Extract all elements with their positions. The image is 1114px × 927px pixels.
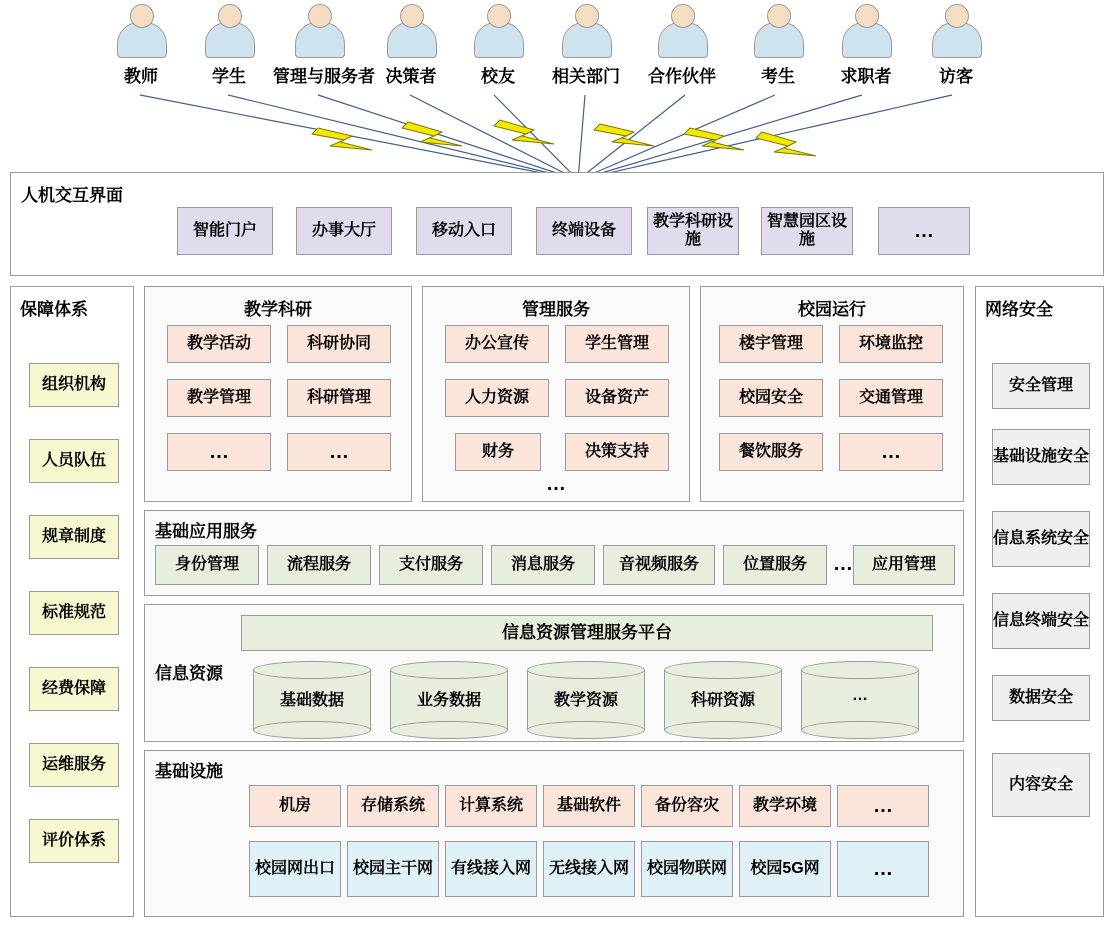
- domain-teaching-research: [144, 286, 412, 502]
- data-store[interactable]: [253, 661, 371, 739]
- domain-campus-operation: [700, 286, 964, 502]
- user-label: 访客: [939, 67, 973, 86]
- domain-item[interactable]: 楼宇管理: [719, 325, 823, 363]
- network-item[interactable]: 无线接入网: [543, 841, 635, 897]
- infrastructure-item[interactable]: 备份容灾: [641, 785, 733, 827]
- domain-item[interactable]: 教学活动: [167, 325, 271, 363]
- user-roles: [95, 4, 1015, 94]
- interface-item[interactable]: 教学科研设施: [647, 207, 739, 255]
- user-icon: [289, 4, 349, 60]
- domain-item[interactable]: 设备资产: [565, 379, 669, 417]
- user-label: 求职者: [840, 67, 892, 86]
- user-icon: [381, 4, 441, 60]
- information-resource-title: 信息资源: [155, 664, 223, 683]
- assurance-column: [10, 286, 134, 917]
- user-icon: [468, 4, 528, 60]
- user-role: [820, 4, 912, 87]
- user-icon: [556, 4, 616, 60]
- security-title: 网络安全: [985, 300, 1053, 319]
- network-item-more[interactable]: …: [837, 841, 929, 897]
- network-item[interactable]: 校园5G网: [739, 841, 831, 897]
- user-label: 校友: [481, 67, 515, 86]
- interface-layer: [10, 172, 1104, 276]
- user-role: [365, 4, 457, 87]
- domain-item[interactable]: 人力资源: [445, 379, 549, 417]
- user-role: [183, 4, 275, 87]
- base-app-ellipsis: …: [833, 553, 853, 575]
- base-app-item[interactable]: 音视频服务: [603, 545, 715, 585]
- domain-management-service: [422, 286, 690, 502]
- base-application-services: [144, 510, 964, 596]
- security-item[interactable]: 内容安全: [992, 753, 1090, 817]
- data-store-label: …: [852, 687, 868, 704]
- information-resource-layer: [144, 604, 964, 742]
- infrastructure-item[interactable]: 教学环境: [739, 785, 831, 827]
- base-application-title: 基础应用服务: [155, 522, 257, 541]
- assurance-item[interactable]: 标准规范: [29, 591, 119, 635]
- user-icon: [836, 4, 896, 60]
- security-item[interactable]: 信息系统安全: [992, 511, 1090, 567]
- domain-item[interactable]: 财务: [455, 433, 541, 471]
- user-role: [452, 4, 544, 87]
- user-label: 管理与服务者: [273, 67, 375, 86]
- domain-item[interactable]: 餐饮服务: [719, 433, 823, 471]
- user-role: [636, 4, 728, 87]
- data-store[interactable]: [664, 661, 782, 739]
- assurance-item[interactable]: 评价体系: [29, 819, 119, 863]
- assurance-item[interactable]: 人员队伍: [29, 439, 119, 483]
- domain-title: 教学科研: [244, 300, 312, 319]
- interface-item-more[interactable]: …: [878, 207, 970, 255]
- infrastructure-item-more[interactable]: …: [837, 785, 929, 827]
- user-icon: [652, 4, 712, 60]
- domain-item[interactable]: 教学管理: [167, 379, 271, 417]
- interface-item[interactable]: 移动入口: [416, 207, 512, 255]
- user-role: [910, 4, 1002, 87]
- base-app-item[interactable]: 支付服务: [379, 545, 483, 585]
- assurance-title: 保障体系: [20, 300, 88, 319]
- domain-footer-more: …: [546, 473, 566, 495]
- user-label: 决策者: [385, 67, 437, 86]
- domain-item-more[interactable]: …: [287, 433, 391, 471]
- network-item[interactable]: 校园物联网: [641, 841, 733, 897]
- assurance-item[interactable]: 组织机构: [29, 363, 119, 407]
- domain-item-more[interactable]: …: [167, 433, 271, 471]
- data-store[interactable]: [390, 661, 508, 739]
- infrastructure-title: 基础设施: [155, 762, 223, 781]
- domain-title: 校园运行: [798, 300, 866, 319]
- base-app-item[interactable]: 位置服务: [723, 545, 827, 585]
- user-label: 考生: [761, 67, 795, 86]
- user-role: [95, 4, 187, 87]
- domain-item[interactable]: 环境监控: [839, 325, 943, 363]
- base-app-item[interactable]: 消息服务: [491, 545, 595, 585]
- user-label: 教师: [124, 67, 158, 86]
- infrastructure-item[interactable]: 存储系统: [347, 785, 439, 827]
- data-store-more[interactable]: [801, 661, 919, 739]
- infrastructure-item[interactable]: 计算系统: [445, 785, 537, 827]
- base-app-item-management[interactable]: 应用管理: [853, 545, 955, 585]
- assurance-item[interactable]: 运维服务: [29, 743, 119, 787]
- data-store-label: 科研资源: [690, 692, 755, 709]
- data-store-label: 教学资源: [553, 692, 618, 709]
- network-item[interactable]: 校园网出口: [249, 841, 341, 897]
- domain-item[interactable]: 交通管理: [839, 379, 943, 417]
- infrastructure-item[interactable]: 机房: [249, 785, 341, 827]
- user-icon: [199, 4, 259, 60]
- user-icon: [926, 4, 986, 60]
- base-app-item[interactable]: 流程服务: [267, 545, 371, 585]
- security-item[interactable]: 信息终端安全: [992, 593, 1090, 649]
- data-store[interactable]: [527, 661, 645, 739]
- security-item[interactable]: 数据安全: [992, 675, 1090, 721]
- infrastructure-layer: [144, 750, 964, 917]
- infrastructure-item[interactable]: 基础软件: [543, 785, 635, 827]
- user-icon: [748, 4, 808, 60]
- user-role: [732, 4, 824, 87]
- security-item[interactable]: 安全管理: [992, 363, 1090, 409]
- information-platform[interactable]: 信息资源管理服务平台: [241, 615, 933, 651]
- domain-title: 管理服务: [522, 300, 590, 319]
- interface-item[interactable]: 终端设备: [536, 207, 632, 255]
- user-role: [273, 4, 375, 87]
- assurance-item[interactable]: 经费保障: [29, 667, 119, 711]
- interface-layer-title: 人机交互界面: [21, 186, 123, 205]
- user-label: 学生: [212, 67, 246, 86]
- domain-item[interactable]: 科研管理: [287, 379, 391, 417]
- domain-item[interactable]: 办公宣传: [445, 325, 549, 363]
- domain-item-more[interactable]: …: [839, 433, 943, 471]
- user-icon: [111, 4, 171, 60]
- domain-item[interactable]: 学生管理: [565, 325, 669, 363]
- security-item[interactable]: 基础设施安全: [992, 429, 1090, 485]
- base-app-item[interactable]: 身份管理: [155, 545, 259, 585]
- domain-item[interactable]: 科研协同: [287, 325, 391, 363]
- network-item[interactable]: 有线接入网: [445, 841, 537, 897]
- user-role: [540, 4, 632, 87]
- user-label: 相关部门: [552, 67, 620, 86]
- security-column: [975, 286, 1104, 917]
- domain-item[interactable]: 校园安全: [719, 379, 823, 417]
- interface-item[interactable]: 办事大厅: [296, 207, 392, 255]
- data-store-label: 基础数据: [279, 692, 344, 709]
- network-item[interactable]: 校园主干网: [347, 841, 439, 897]
- user-label: 合作伙伴: [648, 67, 716, 86]
- interface-item[interactable]: 智慧园区设施: [761, 207, 853, 255]
- domain-item[interactable]: 决策支持: [565, 433, 669, 471]
- data-store-label: 业务数据: [416, 692, 481, 709]
- assurance-item[interactable]: 规章制度: [29, 515, 119, 559]
- interface-item[interactable]: 智能门户: [177, 207, 273, 255]
